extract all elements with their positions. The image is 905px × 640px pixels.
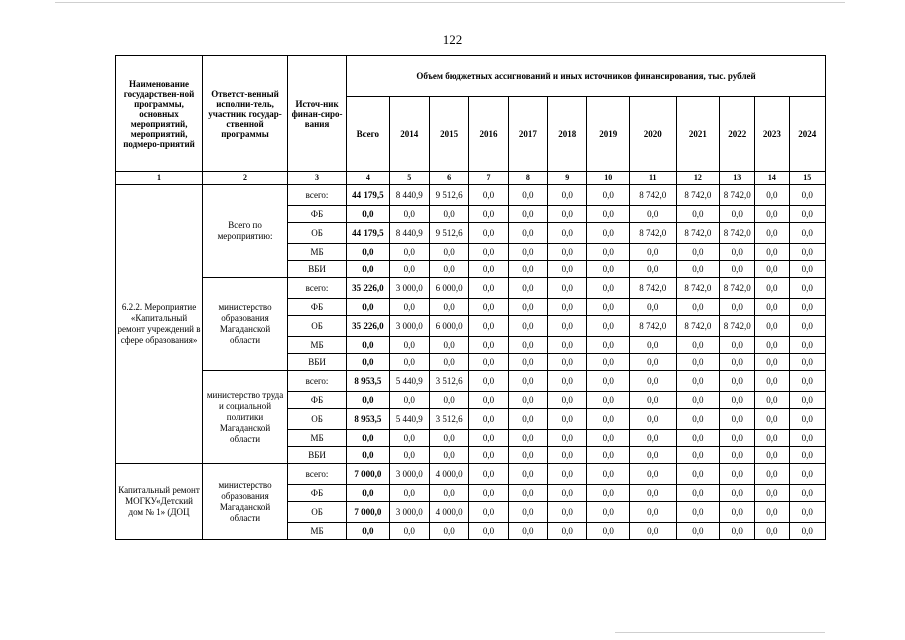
year-value-cell: 0,0 xyxy=(676,244,720,261)
total-cell: 0,0 xyxy=(347,337,389,354)
year-value-cell: 8 742,0 xyxy=(676,223,720,244)
year-value-cell: 0,0 xyxy=(720,244,755,261)
year-value-cell: 0,0 xyxy=(676,354,720,371)
year-value-cell: 0,0 xyxy=(469,223,508,244)
year-value-cell: 0,0 xyxy=(587,206,629,223)
year-value-cell: 0,0 xyxy=(508,354,547,371)
funding-source: МБ xyxy=(288,523,347,540)
year-value-cell: 0,0 xyxy=(789,223,825,244)
year-value-cell: 4 000,0 xyxy=(429,464,468,485)
year-value-cell: 3 000,0 xyxy=(389,316,429,337)
total-cell: 44 179,5 xyxy=(347,185,389,206)
year-value-cell: 8 742,0 xyxy=(676,316,720,337)
year-value-cell: 0,0 xyxy=(508,523,547,540)
column-number: 1 xyxy=(116,172,203,185)
header-year: 2018 xyxy=(548,97,587,172)
year-value-cell: 3 000,0 xyxy=(389,502,429,523)
year-value-cell: 9 512,6 xyxy=(429,223,468,244)
year-value-cell: 0,0 xyxy=(469,354,508,371)
column-number: 13 xyxy=(720,172,755,185)
year-value-cell: 0,0 xyxy=(508,278,547,299)
year-value-cell: 0,0 xyxy=(720,392,755,409)
year-value-cell: 0,0 xyxy=(469,371,508,392)
total-cell: 0,0 xyxy=(347,447,389,464)
year-value-cell: 0,0 xyxy=(587,409,629,430)
year-value-cell: 0,0 xyxy=(389,485,429,502)
year-value-cell: 0,0 xyxy=(676,502,720,523)
year-value-cell: 0,0 xyxy=(789,485,825,502)
year-value-cell: 0,0 xyxy=(629,502,676,523)
year-value-cell: 0,0 xyxy=(629,523,676,540)
year-value-cell: 0,0 xyxy=(469,299,508,316)
funding-source: ВБИ xyxy=(288,354,347,371)
year-value-cell: 0,0 xyxy=(629,244,676,261)
year-value-cell: 0,0 xyxy=(508,447,547,464)
year-value-cell: 0,0 xyxy=(389,430,429,447)
year-value-cell: 0,0 xyxy=(548,261,587,278)
year-value-cell: 0,0 xyxy=(789,523,825,540)
year-value-cell: 0,0 xyxy=(389,206,429,223)
year-value-cell: 0,0 xyxy=(755,185,789,206)
year-value-cell: 8 742,0 xyxy=(676,278,720,299)
header-year: 2021 xyxy=(676,97,720,172)
year-value-cell: 0,0 xyxy=(720,371,755,392)
year-value-cell: 0,0 xyxy=(755,244,789,261)
total-cell: 0,0 xyxy=(347,206,389,223)
year-value-cell: 0,0 xyxy=(548,464,587,485)
year-value-cell: 0,0 xyxy=(629,485,676,502)
year-value-cell: 0,0 xyxy=(548,316,587,337)
year-value-cell: 0,0 xyxy=(587,354,629,371)
year-value-cell: 0,0 xyxy=(429,392,468,409)
budget-table xyxy=(115,55,826,540)
year-value-cell: 8 440,9 xyxy=(389,223,429,244)
year-value-cell: 0,0 xyxy=(548,392,587,409)
header-year: 2015 xyxy=(429,97,468,172)
table-row xyxy=(116,371,826,392)
year-value-cell: 0,0 xyxy=(720,447,755,464)
year-value-cell: 0,0 xyxy=(755,299,789,316)
year-value-cell: 0,0 xyxy=(720,464,755,485)
year-value-cell: 0,0 xyxy=(789,464,825,485)
year-value-cell: 0,0 xyxy=(587,371,629,392)
year-value-cell: 0,0 xyxy=(720,206,755,223)
funding-source: ВБИ xyxy=(288,261,347,278)
year-value-cell: 3 512,6 xyxy=(429,371,468,392)
year-value-cell: 0,0 xyxy=(676,392,720,409)
year-value-cell: 0,0 xyxy=(587,502,629,523)
year-value-cell: 0,0 xyxy=(389,299,429,316)
year-value-cell: 0,0 xyxy=(508,430,547,447)
year-value-cell: 0,0 xyxy=(469,392,508,409)
year-value-cell: 0,0 xyxy=(469,206,508,223)
year-value-cell: 0,0 xyxy=(548,447,587,464)
total-cell: 44 179,5 xyxy=(347,223,389,244)
year-value-cell: 0,0 xyxy=(755,485,789,502)
table-row xyxy=(116,278,826,299)
funding-source: ОБ xyxy=(288,316,347,337)
year-value-cell: 0,0 xyxy=(629,337,676,354)
year-value-cell: 0,0 xyxy=(389,523,429,540)
year-value-cell: 0,0 xyxy=(629,447,676,464)
year-value-cell: 0,0 xyxy=(548,223,587,244)
year-value-cell: 0,0 xyxy=(548,430,587,447)
header-year: 2017 xyxy=(508,97,547,172)
year-value-cell: 0,0 xyxy=(469,244,508,261)
year-value-cell: 0,0 xyxy=(720,430,755,447)
year-value-cell: 0,0 xyxy=(789,354,825,371)
year-value-cell: 0,0 xyxy=(429,261,468,278)
year-value-cell: 0,0 xyxy=(755,502,789,523)
table-row xyxy=(116,464,826,485)
year-value-cell: 0,0 xyxy=(587,316,629,337)
header-total: Всего xyxy=(347,97,389,172)
year-value-cell: 0,0 xyxy=(508,261,547,278)
responsible-executor: министерство труда и социальной политики Магаданской области xyxy=(203,371,288,464)
year-value-cell: 0,0 xyxy=(548,278,587,299)
year-value-cell: 0,0 xyxy=(587,464,629,485)
year-value-cell: 0,0 xyxy=(720,502,755,523)
total-cell: 0,0 xyxy=(347,261,389,278)
year-value-cell: 0,0 xyxy=(389,392,429,409)
year-value-cell: 0,0 xyxy=(755,206,789,223)
column-number: 4 xyxy=(347,172,389,185)
column-number: 10 xyxy=(587,172,629,185)
year-value-cell: 0,0 xyxy=(789,244,825,261)
year-value-cell: 0,0 xyxy=(508,371,547,392)
total-cell: 0,0 xyxy=(347,485,389,502)
funding-source: ФБ xyxy=(288,299,347,316)
year-value-cell: 0,0 xyxy=(629,261,676,278)
year-value-cell: 0,0 xyxy=(789,409,825,430)
year-value-cell: 0,0 xyxy=(469,430,508,447)
year-value-cell: 0,0 xyxy=(629,371,676,392)
year-value-cell: 0,0 xyxy=(720,354,755,371)
year-value-cell: 0,0 xyxy=(587,447,629,464)
year-value-cell: 0,0 xyxy=(676,523,720,540)
year-value-cell: 0,0 xyxy=(755,354,789,371)
responsible-executor: министерство образования Магаданской области xyxy=(203,278,288,371)
funding-source: ОБ xyxy=(288,223,347,244)
column-number: 9 xyxy=(548,172,587,185)
column-number: 5 xyxy=(389,172,429,185)
year-value-cell: 0,0 xyxy=(789,371,825,392)
table-row xyxy=(116,185,826,206)
year-value-cell: 0,0 xyxy=(789,299,825,316)
total-cell: 8 953,5 xyxy=(347,409,389,430)
year-value-cell: 3 512,6 xyxy=(429,409,468,430)
year-value-cell: 0,0 xyxy=(676,337,720,354)
year-value-cell: 0,0 xyxy=(676,371,720,392)
year-value-cell: 0,0 xyxy=(755,371,789,392)
year-value-cell: 0,0 xyxy=(587,523,629,540)
year-value-cell: 0,0 xyxy=(508,244,547,261)
year-value-cell: 3 000,0 xyxy=(389,464,429,485)
header-volume: Объем бюджетных ассигнований и иных источников финансирования, тыс. рублей xyxy=(347,56,826,97)
year-value-cell: 0,0 xyxy=(429,244,468,261)
year-value-cell: 0,0 xyxy=(789,430,825,447)
year-value-cell: 0,0 xyxy=(508,409,547,430)
year-value-cell: 0,0 xyxy=(548,206,587,223)
year-value-cell: 0,0 xyxy=(629,392,676,409)
header-year: 2020 xyxy=(629,97,676,172)
year-value-cell: 0,0 xyxy=(676,464,720,485)
year-value-cell: 0,0 xyxy=(789,447,825,464)
year-value-cell: 8 742,0 xyxy=(720,278,755,299)
year-value-cell: 4 000,0 xyxy=(429,502,468,523)
header-year: 2019 xyxy=(587,97,629,172)
year-value-cell: 0,0 xyxy=(676,299,720,316)
year-value-cell: 0,0 xyxy=(508,485,547,502)
year-value-cell: 0,0 xyxy=(548,354,587,371)
year-value-cell: 0,0 xyxy=(789,337,825,354)
header-year: 2023 xyxy=(755,97,789,172)
year-value-cell: 0,0 xyxy=(469,447,508,464)
total-cell: 7 000,0 xyxy=(347,502,389,523)
year-value-cell: 0,0 xyxy=(676,409,720,430)
year-value-cell: 0,0 xyxy=(548,502,587,523)
year-value-cell: 8 742,0 xyxy=(720,316,755,337)
year-value-cell: 8 742,0 xyxy=(629,185,676,206)
year-value-cell: 0,0 xyxy=(508,502,547,523)
year-value-cell: 0,0 xyxy=(469,185,508,206)
year-value-cell: 0,0 xyxy=(469,523,508,540)
column-number: 12 xyxy=(676,172,720,185)
year-value-cell: 6 000,0 xyxy=(429,316,468,337)
program-name: 6.2.2. Мероприятие «Капитальный ремонт учреждений в сфере образования» xyxy=(116,185,203,464)
year-value-cell: 0,0 xyxy=(789,278,825,299)
column-number: 2 xyxy=(203,172,288,185)
year-value-cell: 0,0 xyxy=(508,392,547,409)
year-value-cell: 0,0 xyxy=(755,409,789,430)
year-value-cell: 0,0 xyxy=(789,206,825,223)
year-value-cell: 0,0 xyxy=(789,392,825,409)
year-value-cell: 0,0 xyxy=(469,261,508,278)
year-value-cell: 0,0 xyxy=(469,464,508,485)
year-value-cell: 0,0 xyxy=(587,185,629,206)
responsible-executor: Всего по мероприятию: xyxy=(203,185,288,278)
header-year: 2022 xyxy=(720,97,755,172)
year-value-cell: 0,0 xyxy=(508,299,547,316)
year-value-cell: 0,0 xyxy=(676,261,720,278)
year-value-cell: 0,0 xyxy=(676,206,720,223)
total-cell: 35 226,0 xyxy=(347,316,389,337)
header-source: Источ-ник финан-сиро-вания xyxy=(288,56,347,172)
year-value-cell: 0,0 xyxy=(720,337,755,354)
year-value-cell: 0,0 xyxy=(548,244,587,261)
total-cell: 0,0 xyxy=(347,523,389,540)
funding-source: МБ xyxy=(288,430,347,447)
year-value-cell: 0,0 xyxy=(548,485,587,502)
year-value-cell: 0,0 xyxy=(720,261,755,278)
funding-source: ФБ xyxy=(288,485,347,502)
year-value-cell: 0,0 xyxy=(587,337,629,354)
year-value-cell: 0,0 xyxy=(676,430,720,447)
responsible-executor: министерство образования Магаданской области xyxy=(203,464,288,540)
column-number: 11 xyxy=(629,172,676,185)
total-cell: 0,0 xyxy=(347,392,389,409)
year-value-cell: 0,0 xyxy=(548,337,587,354)
year-value-cell: 0,0 xyxy=(755,464,789,485)
year-value-cell: 0,0 xyxy=(789,502,825,523)
year-value-cell: 0,0 xyxy=(508,337,547,354)
year-value-cell: 0,0 xyxy=(755,223,789,244)
year-value-cell: 0,0 xyxy=(789,185,825,206)
year-value-cell: 0,0 xyxy=(755,430,789,447)
year-value-cell: 0,0 xyxy=(629,464,676,485)
year-value-cell: 0,0 xyxy=(755,337,789,354)
year-value-cell: 0,0 xyxy=(629,299,676,316)
year-value-cell: 0,0 xyxy=(629,206,676,223)
column-number: 14 xyxy=(755,172,789,185)
year-value-cell: 0,0 xyxy=(429,447,468,464)
year-value-cell: 0,0 xyxy=(429,299,468,316)
funding-source: всего: xyxy=(288,185,347,206)
year-value-cell: 8 742,0 xyxy=(629,278,676,299)
funding-source: всего: xyxy=(288,371,347,392)
year-value-cell: 0,0 xyxy=(587,299,629,316)
year-value-cell: 0,0 xyxy=(429,523,468,540)
year-value-cell: 8 742,0 xyxy=(720,223,755,244)
header-year: 2016 xyxy=(469,97,508,172)
year-value-cell: 0,0 xyxy=(755,278,789,299)
funding-source: всего: xyxy=(288,278,347,299)
year-value-cell: 0,0 xyxy=(755,447,789,464)
year-value-cell: 0,0 xyxy=(469,485,508,502)
year-value-cell: 8 742,0 xyxy=(629,223,676,244)
year-value-cell: 0,0 xyxy=(389,244,429,261)
column-number: 7 xyxy=(469,172,508,185)
year-value-cell: 8 742,0 xyxy=(720,185,755,206)
year-value-cell: 0,0 xyxy=(587,430,629,447)
funding-source: ФБ xyxy=(288,392,347,409)
year-value-cell: 0,0 xyxy=(755,261,789,278)
column-number: 8 xyxy=(508,172,547,185)
year-value-cell: 0,0 xyxy=(508,206,547,223)
funding-source: ФБ xyxy=(288,206,347,223)
year-value-cell: 0,0 xyxy=(789,261,825,278)
header-year: 2014 xyxy=(389,97,429,172)
total-cell: 0,0 xyxy=(347,299,389,316)
total-cell: 0,0 xyxy=(347,430,389,447)
year-value-cell: 0,0 xyxy=(548,185,587,206)
year-value-cell: 0,0 xyxy=(429,206,468,223)
year-value-cell: 0,0 xyxy=(429,430,468,447)
year-value-cell: 0,0 xyxy=(429,354,468,371)
program-name: Капитальный ремонт МОГКУ«Детский дом № 1» (ДОЦ xyxy=(116,464,203,540)
year-value-cell: 0,0 xyxy=(508,185,547,206)
funding-source: ВБИ xyxy=(288,447,347,464)
header-name: Наименование государствен-ной программы, основных мероприятий, мероприятий, подмеро-приятий xyxy=(116,56,203,172)
year-value-cell: 0,0 xyxy=(755,392,789,409)
year-value-cell: 0,0 xyxy=(508,464,547,485)
year-value-cell: 0,0 xyxy=(755,523,789,540)
year-value-cell: 0,0 xyxy=(629,430,676,447)
year-value-cell: 0,0 xyxy=(469,502,508,523)
year-value-cell: 9 512,6 xyxy=(429,185,468,206)
funding-source: ОБ xyxy=(288,502,347,523)
year-value-cell: 8 440,9 xyxy=(389,185,429,206)
year-value-cell: 0,0 xyxy=(548,371,587,392)
year-value-cell: 0,0 xyxy=(587,261,629,278)
column-number: 15 xyxy=(789,172,825,185)
year-value-cell: 0,0 xyxy=(587,392,629,409)
top-divider xyxy=(55,2,845,3)
funding-source: ОБ xyxy=(288,409,347,430)
year-value-cell: 5 440,9 xyxy=(389,409,429,430)
year-value-cell: 0,0 xyxy=(548,409,587,430)
year-value-cell: 0,0 xyxy=(469,409,508,430)
year-value-cell: 0,0 xyxy=(720,485,755,502)
funding-source: всего: xyxy=(288,464,347,485)
total-cell: 35 226,0 xyxy=(347,278,389,299)
year-value-cell: 0,0 xyxy=(720,409,755,430)
total-cell: 0,0 xyxy=(347,354,389,371)
year-value-cell: 0,0 xyxy=(676,447,720,464)
year-value-cell: 0,0 xyxy=(755,316,789,337)
year-value-cell: 0,0 xyxy=(587,244,629,261)
page-number: 122 xyxy=(442,32,463,47)
year-value-cell: 0,0 xyxy=(389,261,429,278)
year-value-cell: 0,0 xyxy=(629,354,676,371)
year-value-cell: 0,0 xyxy=(389,447,429,464)
funding-source: МБ xyxy=(288,337,347,354)
year-value-cell: 0,0 xyxy=(389,354,429,371)
year-value-cell: 0,0 xyxy=(548,523,587,540)
year-value-cell: 0,0 xyxy=(508,223,547,244)
year-value-cell: 8 742,0 xyxy=(629,316,676,337)
total-cell: 8 953,5 xyxy=(347,371,389,392)
year-value-cell: 0,0 xyxy=(587,223,629,244)
year-value-cell: 0,0 xyxy=(720,523,755,540)
year-value-cell: 5 440,9 xyxy=(389,371,429,392)
year-value-cell: 6 000,0 xyxy=(429,278,468,299)
year-value-cell: 0,0 xyxy=(508,316,547,337)
year-value-cell: 0,0 xyxy=(587,278,629,299)
year-value-cell: 0,0 xyxy=(587,485,629,502)
column-number: 3 xyxy=(288,172,347,185)
header-year: 2024 xyxy=(789,97,825,172)
total-cell: 0,0 xyxy=(347,244,389,261)
year-value-cell: 3 000,0 xyxy=(389,278,429,299)
year-value-cell: 0,0 xyxy=(720,299,755,316)
year-value-cell: 0,0 xyxy=(676,485,720,502)
year-value-cell: 0,0 xyxy=(469,278,508,299)
year-value-cell: 0,0 xyxy=(629,409,676,430)
header-responsible: Ответст-венный исполни-тель, участник государ-ственной программы xyxy=(203,56,288,172)
year-value-cell: 0,0 xyxy=(469,337,508,354)
bottom-divider xyxy=(615,632,825,633)
year-value-cell: 8 742,0 xyxy=(676,185,720,206)
year-value-cell: 0,0 xyxy=(429,485,468,502)
year-value-cell: 0,0 xyxy=(789,316,825,337)
year-value-cell: 0,0 xyxy=(469,316,508,337)
year-value-cell: 0,0 xyxy=(389,337,429,354)
column-number: 6 xyxy=(429,172,468,185)
funding-source: МБ xyxy=(288,244,347,261)
total-cell: 7 000,0 xyxy=(347,464,389,485)
year-value-cell: 0,0 xyxy=(548,299,587,316)
year-value-cell: 0,0 xyxy=(429,337,468,354)
